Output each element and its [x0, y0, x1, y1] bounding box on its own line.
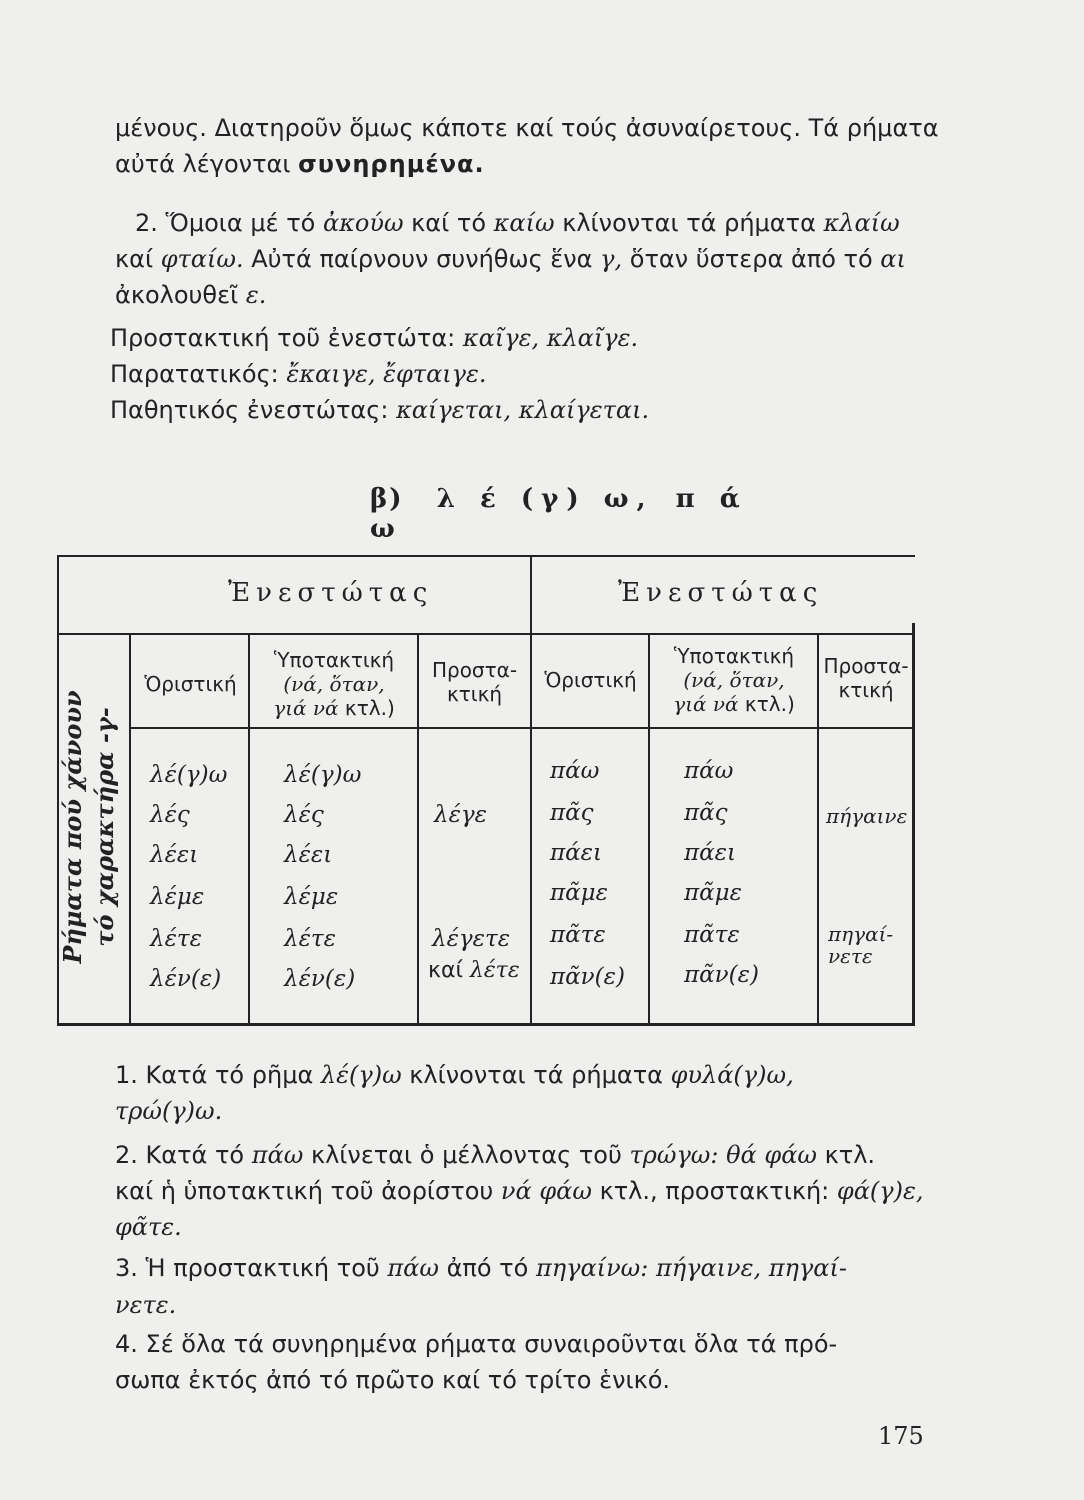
example-imperative: Προστακτική τοῦ ἐνεστώτα: καῖγε, κλαῖγε. [110, 324, 639, 352]
lego-ypotaktiki-1pl: λέμε [284, 884, 339, 910]
note-1-line-2: τρώ(γ)ω. [115, 1097, 223, 1125]
note-4-line-2: σωπα ἐκτός ἀπό τό πρῶτο καί τό τρίτο ἑνικό. [115, 1366, 671, 1394]
lego-oristiki-1sg: λέ(γ)ω [150, 762, 228, 788]
pao-ypotaktiki-3pl: πᾶν(ε) [684, 962, 759, 988]
pao-ypotaktiki-2sg: πᾶς [684, 800, 728, 826]
paragraph-2-line-2: καί φταίω. Αὐτά παίρνουν συνήθως ἕνα γ, ὅταν ὕστερα ἀπό τό αι [115, 245, 906, 273]
note-2-line-2: καί ἡ ὑποτακτική τοῦ ἀορίστου νά φάω κτλ., προστακτική: φά(γ)ε, [115, 1177, 924, 1205]
conjugation-table [57, 555, 915, 1025]
pao-oristiki-2sg: πᾶς [550, 800, 594, 826]
lego-oristiki-1pl: λέμε [150, 884, 205, 910]
paragraph-2-line-1: 2. Ὅμοια μέ τό ἀκούω καί τό καίω κλίνονται τά ρήματα κλαίω [135, 209, 900, 237]
note-3-line-2: νετε. [115, 1291, 177, 1319]
lego-ypotaktiki-3sg: λέει [284, 842, 333, 868]
lego-ypotaktiki-2pl: λέτε [284, 926, 336, 952]
example-passive-present: Παθητικός ἐνεστώτας: καίγεται, κλαίγεται. [110, 396, 650, 424]
note-2-line-1: 2. Κατά τό πάω κλίνεται ὁ μέλλοντας τοῦ τρώγω: θά φάω κτλ. [115, 1141, 876, 1169]
note-4-line-1: 4. Σέ ὅλα τά συνηρημένα ρήματα συναιροῦνται ὅλα τά πρό- [115, 1330, 838, 1358]
pao-ypotaktiki-1pl: πᾶμε [684, 880, 742, 906]
lego-oristiki-2pl: λέτε [150, 926, 202, 952]
pao-ypotaktiki-1sg: πάω [684, 758, 734, 784]
note-1-line-1: 1. Κατά τό ρῆμα λέ(γ)ω κλίνονται τά ρήματα φυλά(γ)ω, [115, 1061, 794, 1089]
pao-oristiki-1pl: πᾶμε [550, 880, 608, 906]
note-3-line-1: 3. Ἡ προστακτική τοῦ πάω ἀπό τό πηγαίνω: πήγαινε, πηγαί- [115, 1254, 848, 1282]
col-header-oristiki-left: Ὁριστική [144, 672, 237, 696]
page-number: 175 [878, 1422, 924, 1450]
note-2-line-3: φᾶτε. [115, 1213, 182, 1241]
lego-ypotaktiki-3pl: λέν(ε) [284, 966, 356, 992]
side-label: Ρήματα πού χάνουν τό χαρακτήρα -γ- [58, 690, 119, 964]
pao-ypotaktiki-3sg: πάει [684, 840, 737, 866]
paragraph-2-line-3: ἀκολουθεῖ ε. [115, 281, 267, 309]
intro-line-2: αὐτά λέγονται συνηρημένα. [115, 150, 485, 178]
col-header-ypotaktiki-right: Ὑποτακτική (νά, ὅταν, γιά νά κτλ.) [673, 644, 795, 716]
col-header-prostaktiki-left: Προστα- κτική [431, 658, 518, 706]
col-header-prostaktiki-right: Προστα- κτική [823, 654, 909, 702]
pao-oristiki-3sg: πάει [550, 840, 603, 866]
lego-ypotaktiki-2sg: λές [284, 802, 324, 828]
lego-oristiki-3sg: λέει [150, 842, 199, 868]
lego-prostaktiki-pl: λέγετε [432, 926, 511, 952]
pao-ypotaktiki-2pl: πᾶτε [684, 922, 740, 948]
col-header-ypotaktiki-left: Ὑποτακτική (νά, ὅταν, γιά νά κτλ.) [273, 648, 395, 720]
pao-prostaktiki-pl-1: πηγαί- [828, 922, 894, 946]
col-header-oristiki-right: Ὁριστική [544, 668, 637, 692]
pao-oristiki-1sg: πάω [550, 758, 600, 784]
lego-prostaktiki-sg: λέγε [434, 802, 488, 828]
pao-oristiki-3pl: πᾶν(ε) [550, 964, 625, 990]
header-present-left: Ἐνεστώτας [228, 578, 434, 608]
example-imperfect: Παρατατικός: ἔκαιγε, ἔφταιγε. [110, 360, 487, 388]
term-synirimena: συνηρημένα. [298, 150, 485, 178]
header-present-right: Ἐνεστώτας [618, 578, 824, 608]
lego-prostaktiki-pl-alt: καί λέτε [428, 958, 520, 983]
intro-line-1: μένους. Διατηροῦν ὅμως κάποτε καί τούς ἀσυναίρετους. Τά ρήματα [115, 114, 939, 142]
lego-oristiki-3pl: λέν(ε) [150, 966, 222, 992]
pao-prostaktiki-pl-2: νετε [828, 944, 873, 968]
pao-prostaktiki-sg: πήγαινε [826, 804, 908, 828]
lego-oristiki-2sg: λές [150, 802, 190, 828]
section-heading: β) λ έ (γ) ω, π ά ω [370, 484, 748, 544]
lego-ypotaktiki-1sg: λέ(γ)ω [284, 762, 362, 788]
pao-oristiki-2pl: πᾶτε [550, 922, 606, 948]
